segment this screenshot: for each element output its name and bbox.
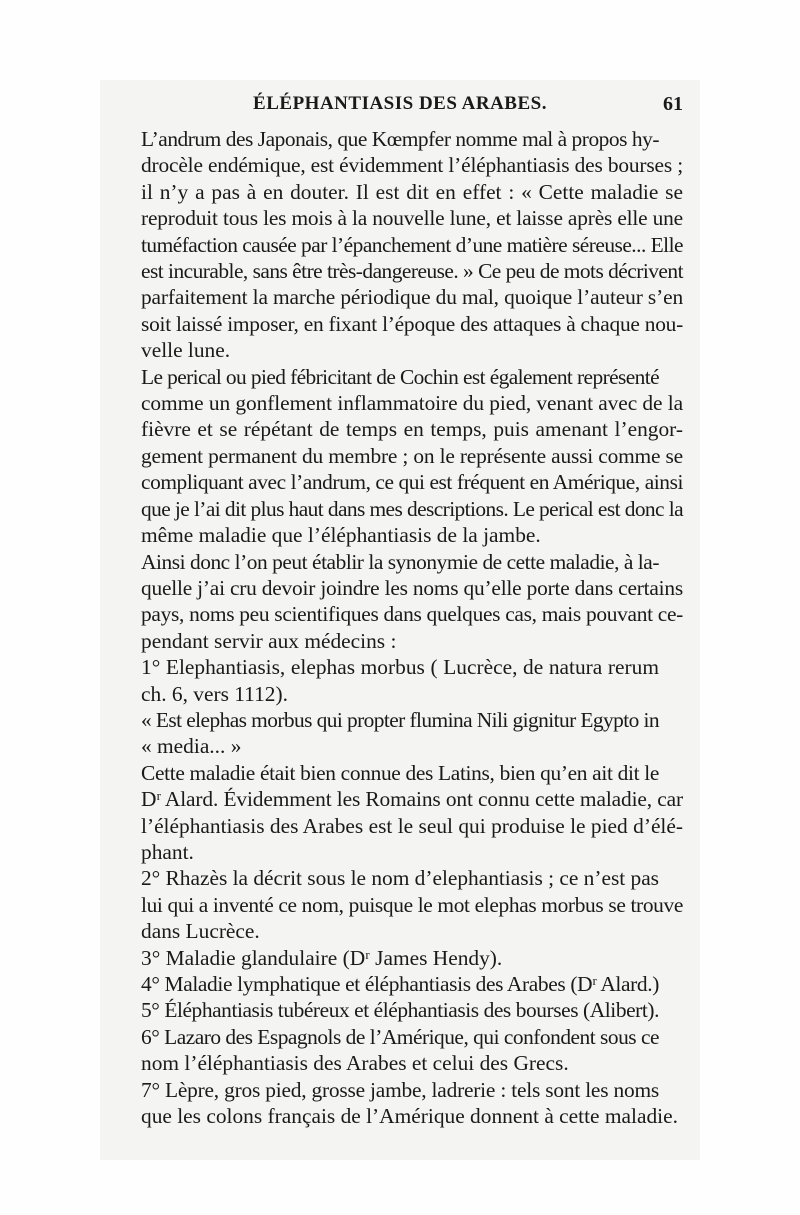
- paragraph: [117, 945, 683, 971]
- text-line: 6° Lazaro des Espagnols de l’Amérique, qui confondent sous ce: [141, 1024, 659, 1049]
- text-line: pendant servir aux médecins :: [141, 628, 397, 653]
- paragraph: [117, 1024, 683, 1077]
- page-number: 61: [663, 93, 683, 115]
- text-line: fièvre et se répétant de temps en temps, puis amenant l’engor-: [141, 417, 683, 442]
- text-line: même maladie que l’éléphantiasis de la jambe.: [141, 523, 541, 548]
- text-line: ch. 6, vers 1112).: [141, 681, 288, 706]
- paragraph: [117, 654, 683, 707]
- paragraph: [117, 364, 683, 549]
- text-line: 2° Rhazès la décrit sous le nom d’elephantiasis ; ce n’est pas: [141, 866, 659, 891]
- paragraph: [117, 126, 683, 364]
- text-line: lui qui a inventé ce nom, puisque le mot elephas morbus se trouve: [141, 892, 683, 917]
- paragraph: [117, 865, 683, 944]
- paragraph: [117, 707, 683, 760]
- text-line: « media... »: [141, 734, 242, 759]
- text-line: tuméfaction causée par l’épanchement d’une matière séreuse... Elle: [141, 232, 683, 257]
- running-title: ÉLÉPHANTIASIS DES ARABES.: [253, 93, 547, 114]
- text-line: 1° Elephantiasis, elephas morbus ( Lucrèce, de natura rerum: [141, 655, 659, 680]
- text-line: Dʳ Alard. Évidemment les Romains ont connu cette maladie, car: [141, 787, 683, 812]
- text-line: quelle j’ai cru devoir joindre les noms qu’elle porte dans certains: [141, 575, 684, 600]
- text-line: que je l’ai dit plus haut dans mes descriptions. Le perical est donc la: [141, 496, 683, 521]
- text-line: il n’y a pas à en douter. Il est dit en effet : « Cette maladie se: [141, 179, 683, 204]
- text-line: que les colons français de l’Amérique donnent à cette maladie.: [141, 1104, 678, 1129]
- text-line: L’andrum des Japonais, que Kœmpfer nomme mal à propos hy-: [141, 127, 659, 151]
- text-line: Le perical ou pied fébricitant de Cochin est également représenté: [141, 364, 659, 389]
- text-line: drocèle endémique, est évidemment l’éléphantiasis des bourses ;: [141, 153, 683, 178]
- text-line: « Est elephas morbus qui propter flumina Nili gignitur Egypto in: [141, 707, 659, 732]
- text-line: phant.: [141, 839, 194, 864]
- paragraph: [117, 760, 683, 866]
- body-text: [117, 126, 683, 1129]
- paragraph: [117, 971, 683, 997]
- text-line: nom l’éléphantiasis des Arabes et celui des Grecs.: [141, 1051, 569, 1076]
- text-line: 4° Maladie lymphatique et éléphantiasis des Arabes (Dʳ Alard.): [141, 972, 659, 996]
- text-line: est incurable, sans être très-dangereuse. » Ce peu de mots décrivent: [141, 259, 683, 284]
- text-line: Ainsi donc l’on peut établir la synonymie de cette maladie, à la-: [141, 549, 659, 574]
- text-line: gement permanent du membre ; on le représente aussi comme se: [141, 443, 683, 468]
- text-line: reproduit tous les mois à la nouvelle lune, et laisse après elle une: [141, 206, 683, 231]
- text-line: velle lune.: [141, 338, 231, 363]
- page-header: [117, 93, 683, 123]
- text-line: dans Lucrèce.: [141, 919, 260, 944]
- text-line: compliquant avec l’andrum, ce qui est fréquent en Amérique, ainsi: [141, 470, 683, 495]
- text-line: 7° Lèpre, gros pied, grosse jambe, ladrerie : tels sont les noms: [141, 1077, 659, 1102]
- text-line: parfaitement la marche périodique du mal, quoique l’auteur s’en: [141, 285, 683, 310]
- text-line: pays, noms peu scientifiques dans quelques cas, mais pouvant ce-: [141, 602, 683, 627]
- text-line: soit laissé imposer, en fixant l’époque des attaques à chaque nou-: [141, 311, 683, 336]
- text-line: 5° Éléphantiasis tubéreux et éléphantiasis des bourses (Alibert).: [141, 998, 659, 1023]
- text-line: 3° Maladie glandulaire (Dʳ James Hendy).: [141, 945, 503, 970]
- paragraph: [117, 997, 683, 1023]
- text-line: comme un gonflement inflammatoire du pied, venant avec de la: [141, 391, 683, 416]
- paragraph: [117, 1077, 683, 1130]
- text-line: Cette maladie était bien connue des Latins, bien qu’en ait dit le: [141, 760, 659, 785]
- paragraph: [117, 549, 683, 655]
- text-line: l’éléphantiasis des Arabes est le seul qui produise le pied d’élé-: [141, 813, 683, 838]
